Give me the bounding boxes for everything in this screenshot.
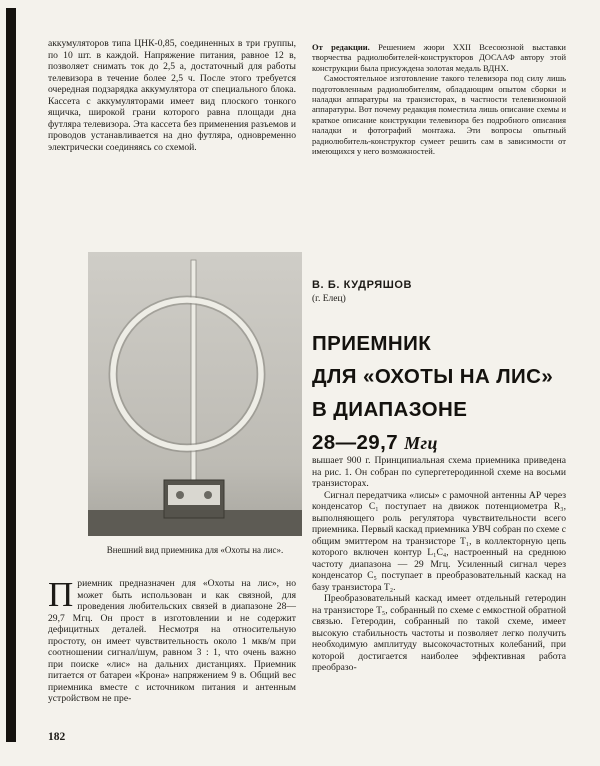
binding-mark (6, 8, 16, 742)
editorial-paragraph (312, 42, 566, 73)
paragraph: аккумуляторов типа ЦНК-0,85, соединенных в три группы, по 10 шт. в каждой. Напряжение питания, равное 12 в, позволяет снимать ток до 2,5 а, достаточный для работы телевизора в течение более 2,5 ч. После этого требуется очередная подзарядка аккумулятора от специального блока. Кассета с аккумуляторами имеет вид плоского тонкого ящичка, широкой грани которого равна площади дна футляра телевизора. Эта кассета без применения разъемов и проводов устанавливается на дно футляра, одновременно электрически соединяясь со схемой. (48, 38, 296, 153)
editorial-text: Решением жюри XXII Всесоюзной выставки творчества радиолюбителей-конструкторов ДОСААФ автору этой конструкции была присуждена золотая медаль ВДНХ. (312, 42, 566, 73)
author-block (312, 279, 566, 304)
title-frequency-unit: Мгц (404, 433, 438, 453)
receiver-photo (88, 252, 302, 536)
drop-cap: П (48, 575, 74, 614)
receiver-photo-graphic (88, 252, 302, 536)
title-frequency: 28—29,7 (312, 431, 405, 454)
photo-caption: Внешний вид приемника для «Охоты на лис». (106, 545, 284, 555)
editorial-paragraph: Самостоятельное изготовление такого телевизора под силу лишь подготовленным радиолюбителям, обладающим опытом сборки и наладки аппаратуры на транзисторах, в частности телевизионной аппаратуры. Вот почему редакция поместила лишь описание схемы и краткое описание конструкции телевизора без подробного описания наладки и фотографий монтажа. Эти вопросы опытный радиолюбитель-конструктор сумеет решить сам в зависимости от имеющихся у него возможностей. (312, 73, 566, 157)
page-number: 182 (48, 731, 66, 743)
title-line: В ДИАПАЗОНЕ (312, 398, 468, 421)
paragraph (48, 575, 296, 705)
receiver-front-panel (168, 485, 220, 505)
article-body-right (312, 455, 566, 674)
editorial-label: От редакции. (312, 42, 370, 52)
title-line: ДЛЯ «ОХОТЫ НА ЛИС» (312, 365, 554, 388)
author-name: В. Б. КУДРЯШОВ (312, 279, 413, 291)
paragraph: вышает 900 г. Принципиальная схема приемника приведена на рис. 1. Он собран по супергетеродинной схеме на восьми транзисторах. (312, 455, 566, 489)
paragraph-text: риемник предназначен для «Охоты на лис», но может быть использован и как связной, для проведения любительских связей в диапазоне 28—29,7 Мгц. Он прост в изготовлении и не содержит дефицитных деталей. Несмотря на относительную простоту, он имеет чувствительность около 1 мкв/м при соотношении сигнал/шум, равном 3 : 1, что очень важно при поиске «лис» на дальних дистанциях. Приемник питается от батареи «Крона» напряжением 9 в. Общий вес приемника вместе с источником питания и антенным устройством не пре- (48, 578, 296, 704)
volume-knob (204, 491, 212, 499)
paragraph: Сигнал передатчика «лисы» с рамочной антенны АР через конденсатор C₁ поступает на движок потенциометра R₃, выполняющего роль регулятора чувствительности всего приемника. Первый каскад приемника УВЧ собран по схеме с общим эмиттером на транзисторе T₁, в коллекторную цепь которого включен контур L₁C₄, настроенный на среднюю частоту диапазона — 29 Мгц. Усиленный сигнал через конденсатор C₅ поступает в преобразовательный каскад на базу транзистора T₂. (312, 489, 566, 593)
editorial-note (312, 42, 566, 156)
tuning-knob (176, 491, 184, 499)
antenna-mast (191, 260, 196, 490)
title-line: ПРИЕМНИК (312, 332, 432, 355)
previous-article-continuation (48, 38, 296, 153)
author-location: (г. Елец) (312, 294, 346, 304)
article-body-left (48, 575, 296, 705)
article-title (312, 327, 572, 460)
paragraph: Преобразовательный каскад имеет отдельный гетеродин на транзисторе T₅, собранный по схеме с емкостной обратной связью. Гетеродин, собранный по такой схеме, имеет высокую стабильность частоты и позволяет легко получить необходимую амплитуду высокочастотных колебаний, при которой достигается наиболее эффективная работа преобразо- (312, 593, 566, 673)
